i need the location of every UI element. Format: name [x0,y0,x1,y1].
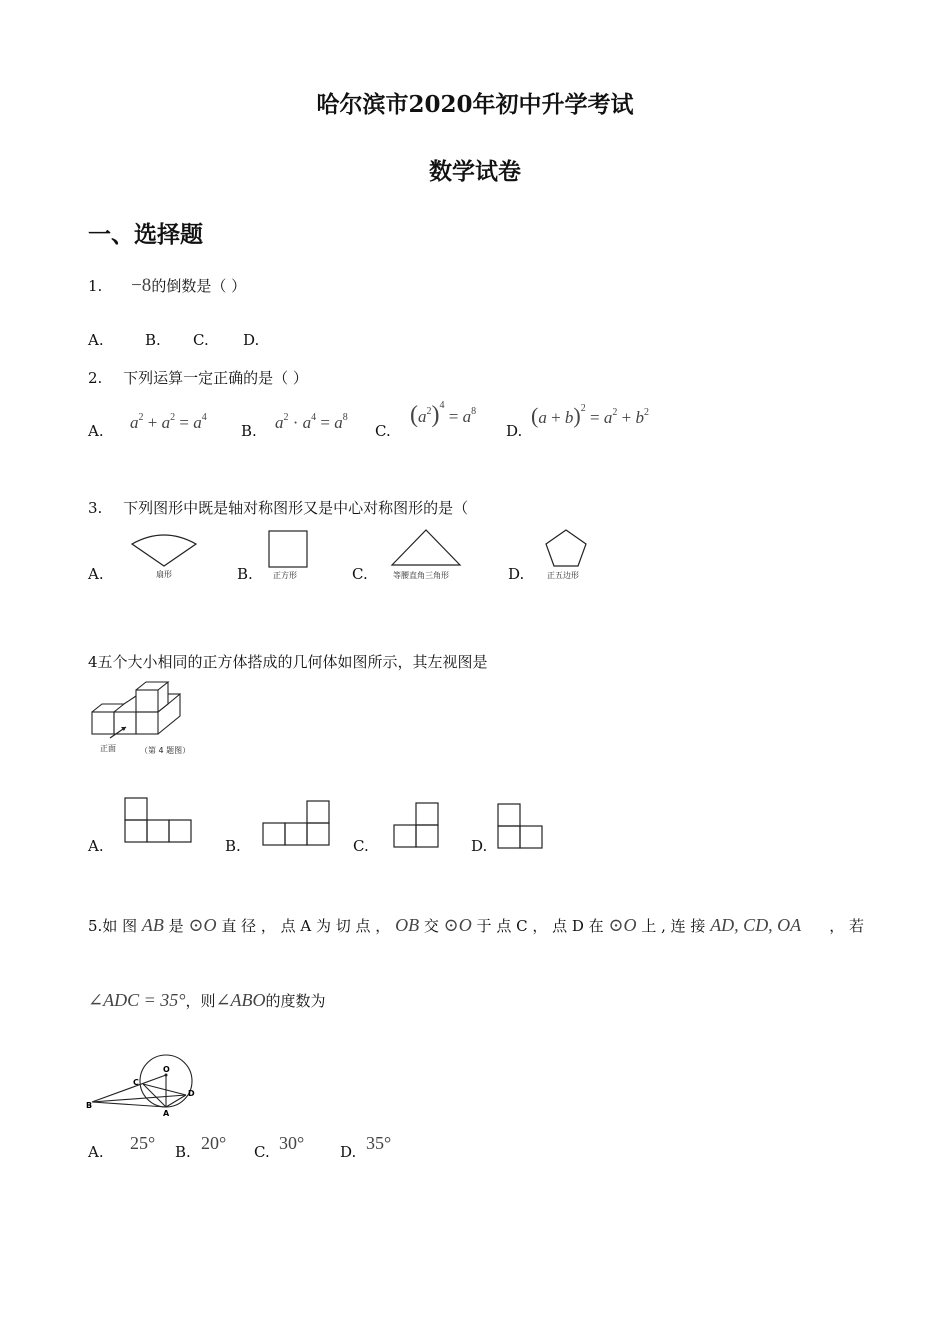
option-b-value: 20° [201,1133,227,1153]
question-number: 1. [88,277,103,295]
formula-c: $(a^2)^4 = a^8$ [410,400,477,428]
formula-b: $a^2 \cdot a^4 = a^8$ [275,412,348,432]
option-c[interactable]: C. [375,422,391,440]
question-text: ，则 [185,992,216,1010]
question-text: 的度数为 [265,992,326,1010]
figure-caption: 正方形 [273,571,297,580]
question-3 [88,497,468,518]
option-d[interactable]: D. [471,837,488,855]
option-a[interactable]: A. [88,565,104,583]
question-text: 下列运算一定正确的是（ ） [123,369,308,387]
view-a [124,797,192,845]
option-b[interactable]: B. [145,331,161,349]
point-d: D [188,1089,195,1098]
page-subtitle: 数学试卷 [429,158,521,185]
option-a[interactable]: A. [88,1143,104,1161]
question-number: 2. [88,369,103,387]
figure-caption: （第 4 题图） [140,746,191,755]
figure-caption: 正五边形 [547,571,579,580]
view-c [393,802,439,850]
question-text: 直 径 ， 点 A 为 切 点 ， [221,917,391,935]
option-c[interactable]: C. [254,1143,270,1161]
question-5-line-2 [88,990,326,1011]
option-a[interactable]: A. [88,422,104,440]
figure-caption: 等腰直角三角形 [393,571,449,580]
option-b[interactable]: B. [225,837,241,855]
option-a[interactable]: A. [88,837,104,855]
math-circle: ⊙O [443,915,472,935]
view-b [262,800,330,848]
option-d[interactable]: D. [243,331,260,349]
question-number: 3. [88,499,103,517]
math-angle: ∠ADC = 35° [88,990,186,1010]
figure-caption: 扇形 [156,570,172,579]
pentagon-figure [544,528,588,570]
question-text: 于 点 C ， 点 D 在 [476,917,604,935]
option-c-value: 30° [279,1133,305,1153]
option-b[interactable]: B. [237,565,253,583]
question-4: 4五个大小相同的正方体搭成的几何体如图所示，其左视图是 [88,653,488,671]
question-2 [88,367,308,388]
option-a[interactable]: A. [88,331,104,349]
front-label: 正面 [100,744,116,753]
square-figure [268,530,310,570]
option-a-value: 25° [130,1133,156,1153]
question-text: 是 [168,917,184,935]
question-text: 交 [423,917,439,935]
math-list: AD, CD, OA [710,915,802,935]
option-c[interactable]: C. [352,565,368,583]
question-text: 上 , 连 接 [641,917,706,935]
option-d-value: 35° [366,1133,392,1153]
question-1 [88,275,246,297]
question-text: 的倒数是（ ） [151,277,247,295]
option-d[interactable]: D. [340,1143,357,1161]
option-c[interactable]: C. [193,331,209,349]
question-5 [88,915,864,936]
math-circle: ⊙O [188,915,217,935]
math-ob: OB [395,915,420,935]
formula-d: $(a + b)^2 = a^2 + b^2$ [531,403,649,428]
point-b: B [86,1101,93,1110]
triangle-figure [390,528,462,568]
math-circle: ⊙O [608,915,637,935]
point-o: O [163,1065,170,1074]
sector-figure [130,530,200,570]
option-d[interactable]: D. [506,422,523,440]
math-ab: AB [141,915,164,935]
math-expression: −8 [131,275,152,296]
point-c: C [133,1078,139,1087]
option-b[interactable]: B. [175,1143,191,1161]
point-a: A [163,1109,170,1118]
option-b[interactable]: B. [241,422,257,440]
question-text: 下列图形中既是轴对称图形又是中心对称图形的是（ [123,499,469,517]
question-text: 如 图 [102,917,138,935]
formula-a: $a^2 + a^2 = a^4$ [130,412,207,432]
option-c[interactable]: C. [353,837,369,855]
option-d[interactable]: D. [508,565,525,583]
view-d [497,803,543,851]
page-title: 哈尔滨市2020年初中升学考试 [316,91,634,118]
question-number: 5. [88,917,103,935]
question-text: ， 若 [829,917,864,935]
math-abo: ∠ABO [215,990,266,1010]
circle-figure [86,1050,206,1118]
cube-figure [90,680,200,742]
section-heading: 一、选择题 [88,221,203,248]
